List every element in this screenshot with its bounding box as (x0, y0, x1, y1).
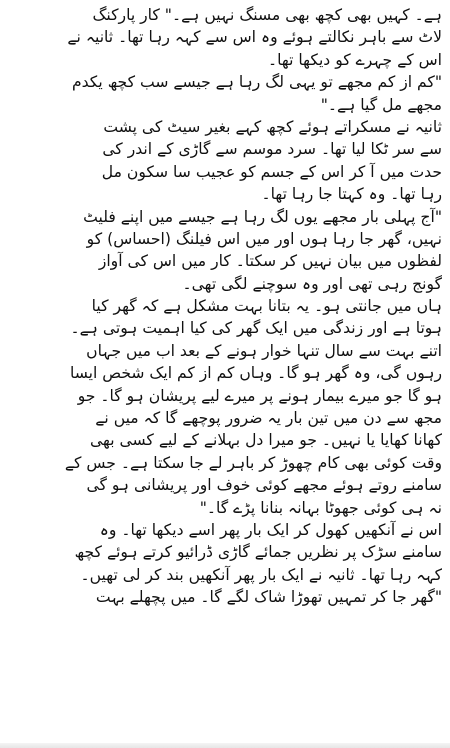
text-line: سامنے روتے ہوئے مجھے کوئی خوف اور پریشانی ہو گی (86, 476, 442, 495)
text-line: نہیں، گھر جا رہا ہوں اور میں اس فیلنگ (احساس) کو (86, 229, 442, 248)
text-line: "گھر جا کر تمہیں تھوڑا شاک لگے گا۔ میں پچھلے بہت (95, 588, 442, 607)
text-line: ہو گا جو میرے بیمار ہونے پر میرے لیے پریشان ہو گا۔ جو (77, 386, 442, 405)
text-line: اس نے آنکھیں کھول کر ایک بار پھر اسے دیکھا تھا۔ وہ (99, 520, 442, 539)
text-line: اتنے بہت سے سال تنہا خوار ہونے کے بعد اب میں جہاں (86, 341, 442, 360)
text-line: "آج پہلی بار مجھے یوں لگ رہا ہے جیسے میں اپنے فلیٹ (83, 207, 442, 226)
text-line: نہ ہی کوئی جھوٹا بہانہ بنانا پڑے گا۔" (199, 498, 442, 517)
text-line: ہوتا ہے اور زندگی میں ایک گھر کی کیا اہمیت ہوتی ہے۔ (70, 319, 442, 338)
text-line: لاٹ سے باہر نکالتے ہوئے وہ اس سے کہہ رہا تھا۔ ثانیہ نے (67, 28, 442, 47)
text-line: وقت کوئی بھی کام چھوڑ کر باہر لے جا سکتا ہے۔ جس کے (64, 453, 442, 472)
text-line: "کم از کم مجھے تو یہی لگ رہا ہے جیسے سب کچھ یکدم (71, 73, 442, 92)
text-line: سامنے سڑک پر نظریں جمائے گاڑی ڈرائیو کرتے ہوئے کچھ (74, 543, 442, 562)
text-line: سے سر ٹکا لیا تھا۔ سرد موسم سے گاڑی کے اندر کی (102, 140, 442, 159)
text-line: حدت میں آ کر اس کے جسم کو عجیب سا سکون مل (101, 162, 442, 181)
text-line: ثانیہ نے مسکراتے ہوئے کچھ کہے بغیر سیٹ کی پشت (103, 117, 442, 136)
text-line: اس کے چہرے کو دیکھا تھا۔ (268, 50, 442, 69)
text-line: مجھ سے دن میں تین بار یہ ضرور پوچھے گا کہ میں نے (95, 409, 442, 428)
text-line: ہاں میں جانتی ہو۔ یہ بتانا بہت مشکل ہے کہ گھر کیا (91, 297, 442, 316)
text-line: کہہ رہا تھا۔ ثانیہ نے ایک بار پھر آنکھیں بند کر لی تھیں۔ (80, 565, 442, 584)
text-line: رہا تھا۔ وہ کہتا جا رہا تھا۔ (261, 185, 442, 204)
text-line: کھانا کھایا یا نہیں۔ جو میرا دل بہلانے کے لیے کسی بھی (90, 431, 442, 450)
text-line: مجھے مل گیا ہے۔" (320, 95, 442, 114)
text-line: ہے۔ کہیں بھی کچھ بھی مسنگ نہیں ہے۔" کار پارکنگ (92, 6, 442, 24)
text-line: رہوں گی، وہ گھر ہو گا۔ وہاں کم از کم ایک شخص ایسا (69, 364, 442, 383)
urdu-text-body (6, 4, 442, 609)
bottom-toolbar-edge (0, 743, 450, 748)
text-line: گونج رہی تھی اور وہ سوچنے لگی تھی۔ (182, 274, 442, 293)
text-line: لفظوں میں بیان نہیں کر سکتا۔ کار میں اس کی آواز (98, 252, 442, 271)
